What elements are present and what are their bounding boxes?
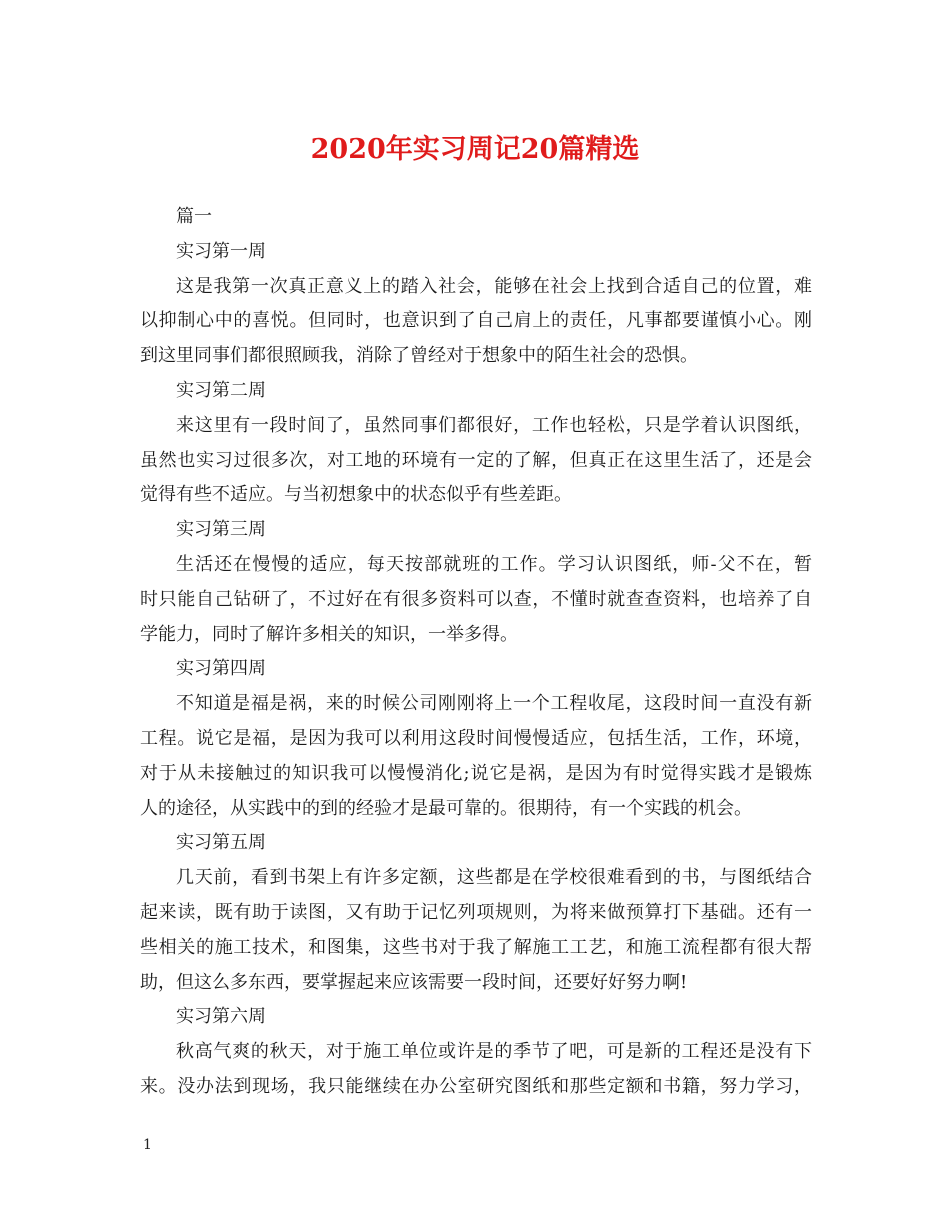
paragraph-line: 这是我第一次真正意义上的踏入社会，能够在社会上找到合适自己的位置，难 [176,275,812,297]
section-heading [140,200,812,235]
paragraph-line: 起来读，既有助于读图，又有助于记忆列项规则，为将来做预算打下基础。还有一 [140,901,812,923]
section-heading [140,513,812,548]
paragraph-line: 人的途径，从实践中的到的经验才是最可靠的。很期待，有一个实践的机会。 [140,797,752,819]
paragraph-line: 觉得有些不适应。与当初想象中的状态似乎有些差距。 [140,484,572,506]
section-heading [140,235,812,270]
section-heading [140,652,812,687]
paragraph-line: 助，但这么多东西，要掌握起来应该需要一段时间，还要好好努力啊! [140,971,688,993]
section-heading [140,1000,812,1035]
paragraph [140,548,812,652]
heading-text: 实习第四周 [176,658,266,680]
document-body [140,200,812,1105]
paragraph [140,409,812,513]
paragraph-line: 来这里有一段时间了，虽然同事们都很好，工作也轻松，只是学着认识图纸， [176,414,812,436]
heading-text: 实习第五周 [176,832,266,854]
paragraph-line: 生活还在慢慢的适应，每天按部就班的工作。学习认识图纸，师-父不在，暂 [176,553,812,575]
paragraph-line: 不知道是福是祸，来的时候公司刚刚将上一个工程收尾，这段时间一直没有新 [176,693,812,715]
section-heading [140,826,812,861]
paragraph-line: 以抑制心中的喜悦。但同时，也意识到了自己肩上的责任，凡事都要谨慎小心。刚 [140,310,812,332]
paragraph-line: 来。没办法到现场，我只能继续在办公室研究图纸和那些定额和书籍，努力学习， [140,1075,812,1097]
paragraph-line: 时只能自己钻研了，不过好在有很多资料可以查，不懂时就查查资料，也培养了自 [140,588,812,610]
paragraph-line: 对于从未接触过的知识我可以慢慢消化;说它是祸，是因为有时觉得实践才是锻炼 [140,762,812,784]
heading-text: 实习第三周 [176,519,266,541]
paragraph [140,1035,812,1105]
paragraph-line: 到这里同事们都很照顾我，消除了曾经对于想象中的陌生社会的恐惧。 [140,345,698,367]
heading-text: 实习第六周 [176,1006,266,1028]
heading-text: 实习第二周 [176,379,266,401]
document-title: 2020年实习周记20篇精选 [310,134,640,165]
paragraph [140,270,812,374]
paragraph-line: 虽然也实习过很多次，对工地的环境有一定的了解，但真正在这里生活了，还是会 [140,449,812,471]
heading-text: 实习第一周 [176,240,266,262]
paragraph [140,687,812,826]
page-number: 1 [143,1137,152,1153]
paragraph-line: 工程。说它是福，是因为我可以利用这段时间慢慢适应，包括生活，工作，环境， [140,727,812,749]
paragraph-line: 几天前，看到书架上有许多定额，这些都是在学校很难看到的书，与图纸结合 [176,867,812,889]
paragraph [140,861,812,1000]
section-heading [140,374,812,409]
paragraph-line: 学能力，同时了解许多相关的知识，一举多得。 [140,623,518,645]
paragraph-line: 秋高气爽的秋天，对于施工单位或许是的季节了吧，可是新的工程还是没有下 [176,1041,812,1063]
heading-text: 篇一 [176,206,212,227]
paragraph-line: 些相关的施工技术，和图集，这些书对于我了解施工工艺，和施工流程都有很大帮 [140,936,812,958]
